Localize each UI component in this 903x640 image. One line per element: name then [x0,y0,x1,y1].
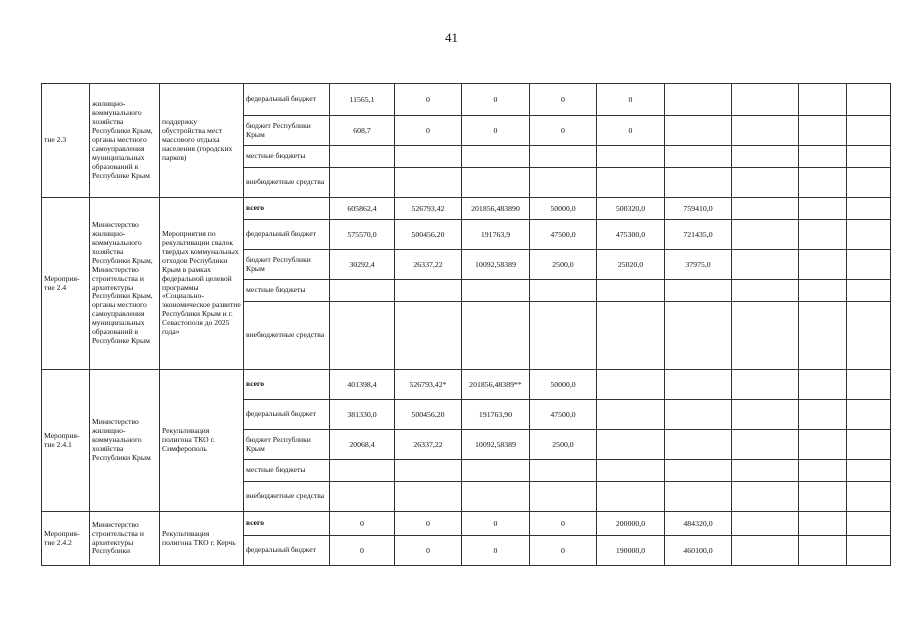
year-value-cell: 50000,0 [530,198,597,220]
year-value-cell: 526793,42 [395,198,462,220]
year-value-cell [597,460,665,482]
year-value-cell [665,370,732,400]
funding-source-cell: бюджет Республики Крым [244,250,330,280]
table-row [42,370,891,400]
year-value-cell [462,460,530,482]
funding-source-cell: всего [244,198,330,220]
year-value-cell [597,168,665,198]
year-value-cell [530,482,597,512]
year-value-cell: 500320,0 [597,198,665,220]
year-value-cell [330,146,395,168]
year-value-cell: 11565,1 [330,84,395,116]
year-value-cell [847,84,891,116]
year-value-cell [732,430,799,460]
year-value-cell [462,482,530,512]
year-value-cell [665,482,732,512]
measure-name-cell: Мероприятия по рекультивации свалок твердых коммунальных отходов Республики Крым в рамках федеральной целевой программы «Социально-экономическое развитие Республики Крым и г. Севастополя до 2025 года» [160,198,244,370]
year-value-cell: 608,7 [330,116,395,146]
funding-source-cell: внебюджетные средства [244,168,330,198]
measure-name-cell: Рекультивация полигона ТКО г. Керчь [160,512,244,566]
funding-source-cell: всего [244,370,330,400]
year-value-cell [847,220,891,250]
year-value-cell [330,302,395,370]
measure-id-cell: Мероприя-тие 2.4 [42,198,90,370]
budget-table [41,83,891,566]
year-value-cell [732,302,799,370]
year-value-cell [732,146,799,168]
year-value-cell: 0 [395,512,462,536]
year-value-cell: 401398,4 [330,370,395,400]
year-value-cell: 20068,4 [330,430,395,460]
year-value-cell [847,400,891,430]
year-value-cell [732,400,799,430]
year-value-cell [847,280,891,302]
table-row [42,84,891,116]
year-value-cell [847,116,891,146]
year-value-cell [799,460,847,482]
year-value-cell [395,460,462,482]
year-value-cell [847,482,891,512]
year-value-cell [732,84,799,116]
year-value-cell [732,512,799,536]
year-value-cell: 0 [597,84,665,116]
year-value-cell [847,302,891,370]
year-value-cell [330,280,395,302]
year-value-cell [732,482,799,512]
year-value-cell [597,370,665,400]
funding-source-cell: всего [244,512,330,536]
year-value-cell: 191763,90 [462,400,530,430]
year-value-cell [732,198,799,220]
year-value-cell: 0 [530,536,597,566]
year-value-cell: 0 [462,84,530,116]
year-value-cell [665,302,732,370]
funding-source-cell: федеральный бюджет [244,220,330,250]
page-number: 41 [445,30,458,45]
year-value-cell [799,400,847,430]
year-value-cell [799,250,847,280]
executor-cell: Министерство жилищно-коммунального хозяйства Республики Крым, Министерство строительства и архитектуры Республики Крым, органы местного самоуправления муниципальных образований в Республике Крым [90,198,160,370]
funding-source-cell: внебюджетные средства [244,302,330,370]
year-value-cell [462,146,530,168]
year-value-cell: 47500,0 [530,400,597,430]
funding-source-cell: местные бюджеты [244,280,330,302]
funding-source-cell: федеральный бюджет [244,84,330,116]
year-value-cell [665,168,732,198]
year-value-cell: 0 [462,536,530,566]
year-value-cell [847,250,891,280]
year-value-cell [799,430,847,460]
year-value-cell: 50000,0 [530,370,597,400]
year-value-cell [597,146,665,168]
year-value-cell [847,198,891,220]
year-value-cell [847,460,891,482]
measure-name-cell: поддержку обустройства мест массового отдыха населения (городских парков) [160,84,244,198]
year-value-cell [462,168,530,198]
year-value-cell [732,168,799,198]
funding-source-cell: федеральный бюджет [244,536,330,566]
year-value-cell [799,116,847,146]
year-value-cell: 721435,0 [665,220,732,250]
year-value-cell: 0 [330,536,395,566]
funding-source-cell: местные бюджеты [244,146,330,168]
year-value-cell: 2500,0 [530,250,597,280]
funding-source-cell: федеральный бюджет [244,400,330,430]
year-value-cell [665,146,732,168]
year-value-cell [847,146,891,168]
year-value-cell [732,116,799,146]
year-value-cell [732,536,799,566]
year-value-cell: 26337,22 [395,250,462,280]
year-value-cell: 500456,20 [395,220,462,250]
year-value-cell [847,536,891,566]
year-value-cell: 460100,0 [665,536,732,566]
year-value-cell [530,146,597,168]
measure-id-cell: тие 2.3 [42,84,90,198]
year-value-cell [462,280,530,302]
year-value-cell [665,400,732,430]
year-value-cell: 190000,0 [597,536,665,566]
year-value-cell [799,280,847,302]
year-value-cell [799,198,847,220]
year-value-cell [597,430,665,460]
year-value-cell [395,302,462,370]
executor-cell: Министерство жилищно-коммунального хозяйства Республики Крым [90,370,160,512]
year-value-cell [597,302,665,370]
table-row [42,512,891,536]
year-value-cell [732,220,799,250]
year-value-cell: 37975,0 [665,250,732,280]
year-value-cell: 0 [395,84,462,116]
year-value-cell [530,168,597,198]
year-value-cell: 500456,20 [395,400,462,430]
year-value-cell [665,460,732,482]
measure-id-cell: Мероприя-тие 2.4.2 [42,512,90,566]
year-value-cell [847,512,891,536]
year-value-cell [665,280,732,302]
funding-source-cell: бюджет Республики Крым [244,430,330,460]
year-value-cell [330,482,395,512]
year-value-cell [732,460,799,482]
year-value-cell: 191763,9 [462,220,530,250]
year-value-cell [799,146,847,168]
table-row [42,198,891,220]
measure-name-cell: Рекультивация полигона ТКО г. Симферополь [160,370,244,512]
year-value-cell: 201856,48389** [462,370,530,400]
year-value-cell: 47500,0 [530,220,597,250]
year-value-cell [530,280,597,302]
funding-source-cell: местные бюджеты [244,460,330,482]
year-value-cell: 605862,4 [330,198,395,220]
year-value-cell [597,400,665,430]
year-value-cell [732,280,799,302]
year-value-cell [799,84,847,116]
measure-id-cell: Мероприя-тие 2.4.1 [42,370,90,512]
year-value-cell [665,84,732,116]
year-value-cell [597,482,665,512]
year-value-cell: 759410,0 [665,198,732,220]
year-value-cell [799,512,847,536]
year-value-cell: 0 [462,512,530,536]
year-value-cell: 2500,0 [530,430,597,460]
year-value-cell: 200000,0 [597,512,665,536]
year-value-cell [395,482,462,512]
year-value-cell: 10092,58389 [462,430,530,460]
year-value-cell: 475300,0 [597,220,665,250]
executor-cell: Министерство строительства и архитектуры Республики [90,512,160,566]
year-value-cell [330,168,395,198]
year-value-cell: 10092,58389 [462,250,530,280]
year-value-cell: 575570,0 [330,220,395,250]
year-value-cell: 0 [330,512,395,536]
year-value-cell [597,280,665,302]
year-value-cell: 0 [530,84,597,116]
year-value-cell [395,280,462,302]
year-value-cell: 0 [597,116,665,146]
year-value-cell: 0 [395,536,462,566]
year-value-cell: 30292,4 [330,250,395,280]
year-value-cell: 201856,483890 [462,198,530,220]
funding-source-cell: бюджет Республики Крым [244,116,330,146]
year-value-cell [799,302,847,370]
year-value-cell [462,302,530,370]
year-value-cell [799,536,847,566]
year-value-cell [330,460,395,482]
year-value-cell: 526793,42* [395,370,462,400]
year-value-cell [799,482,847,512]
year-value-cell: 0 [395,116,462,146]
year-value-cell [732,250,799,280]
year-value-cell: 484320,0 [665,512,732,536]
year-value-cell [799,370,847,400]
year-value-cell [847,370,891,400]
funding-source-cell: внебюджетные средства [244,482,330,512]
year-value-cell [847,430,891,460]
year-value-cell: 0 [530,512,597,536]
year-value-cell: 0 [462,116,530,146]
year-value-cell [665,430,732,460]
year-value-cell [799,168,847,198]
year-value-cell: 26337,22 [395,430,462,460]
year-value-cell [395,146,462,168]
executor-cell: жилищно-коммунального хозяйства Республики Крым, органы местного самоуправления муниципальных образований в Республике Крым [90,84,160,198]
year-value-cell [530,302,597,370]
year-value-cell [665,116,732,146]
year-value-cell: 0 [530,116,597,146]
year-value-cell [847,168,891,198]
year-value-cell [395,168,462,198]
year-value-cell: 25020,0 [597,250,665,280]
year-value-cell [799,220,847,250]
year-value-cell: 381330,0 [330,400,395,430]
year-value-cell [530,460,597,482]
year-value-cell [732,370,799,400]
